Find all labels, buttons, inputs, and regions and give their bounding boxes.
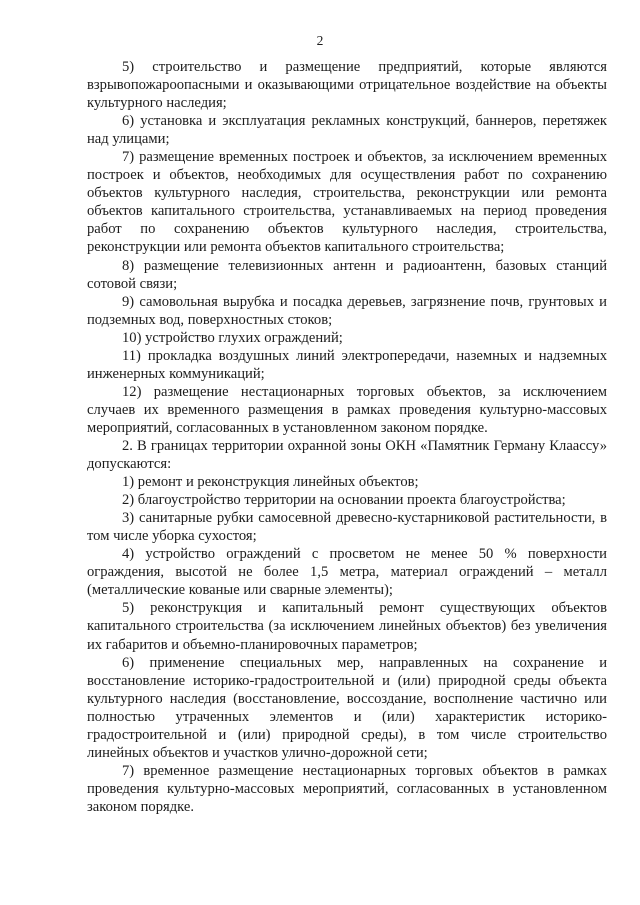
paragraph-item-7-prohibited: 7) размещение временных построек и объектов, за исключением временных построек и объектов, необходимых для осуществления работ по сохранению объектов культурного наследия, строительства, реконструкции или ремонта объектов капитального строительства, устанавливаемых на период проведения работ по сохранению объектов культурного наследия, строительства, реконструкции или ремонта объектов капитального строительства; xyxy=(87,149,607,256)
paragraph-item-12-prohibited: 12) размещение нестационарных торговых объектов, за исключением случаев их временного размещения в рамках проведения культурно-массовых мероприятий, согласованных в установленном законом порядке. xyxy=(87,383,607,436)
paragraph-item-10-prohibited: 10) устройство глухих ограждений; xyxy=(122,329,343,346)
paragraph-item-11-prohibited: 11) прокладка воздушных линий электропередачи, наземных и надземных инженерных коммуникаций; xyxy=(87,347,607,382)
paragraph-item-7-allowed: 7) временное размещение нестационарных торговых объектов в рамках проведения культурно-массовых мероприятий, согласованных в установленном законом порядке. xyxy=(87,762,607,815)
paragraph-item-6-allowed: 6) применение специальных мер, направленных на сохранение и восстановление историко-градостроительной и (или) природной среды объекта культурного наследия (восстановление, воссоздание, восполнение частично или полностью утраченных элементов и (или) характеристик историко-градостроительной и (или) природной среды), в том числе строительство линейных объектов и участков улично-дорожной сети; xyxy=(87,654,607,761)
paragraph-item-1-allowed: 1) ремонт и реконструкция линейных объектов; xyxy=(122,474,419,491)
paragraph-item-2-allowed: 2) благоустройство территории на основании проекта благоустройства; xyxy=(122,492,566,509)
paragraph-item-8-prohibited: 8) размещение телевизионных антенн и радиоантенн, базовых станций сотовой связи; xyxy=(87,257,607,292)
paragraph-item-5-prohibited: 5) строительство и размещение предприятий, которые являются взрывопожароопасными и оказывающими отрицательное воздействие на объекты культурного наследия; xyxy=(87,59,607,112)
paragraph-item-6-prohibited: 6) установка и эксплуатация рекламных конструкций, баннеров, перетяжек над улицами; xyxy=(87,113,607,148)
paragraph-item-3-allowed: 3) санитарные рубки самосевной древесно-кустарниковой растительности, в том числе уборка сухостоя; xyxy=(87,510,607,545)
section-2-heading: 2. В границах территории охранной зоны ОКН «Памятник Герману Клаассу» допускаются: xyxy=(87,437,607,473)
document-body xyxy=(87,58,607,816)
page-number: 2 xyxy=(316,33,324,48)
paragraph-item-5-allowed: 5) реконструкция и капитальный ремонт существующих объектов капитального строительства (за исключением линейных объектов) без увеличения их габаритов и объемно-планировочных параметров; xyxy=(87,600,607,653)
paragraph-item-4-allowed: 4) устройство ограждений с просветом не менее 50 % поверхности ограждения, высотой не более 1,5 метра, материал ограждений – металл (металлические кованые или сварные элементы); xyxy=(87,546,607,599)
paragraph-item-9-prohibited: 9) самовольная вырубка и посадка деревьев, загрязнение почв, грунтовых и подземных вод, поверхностных стоков; xyxy=(87,293,607,328)
